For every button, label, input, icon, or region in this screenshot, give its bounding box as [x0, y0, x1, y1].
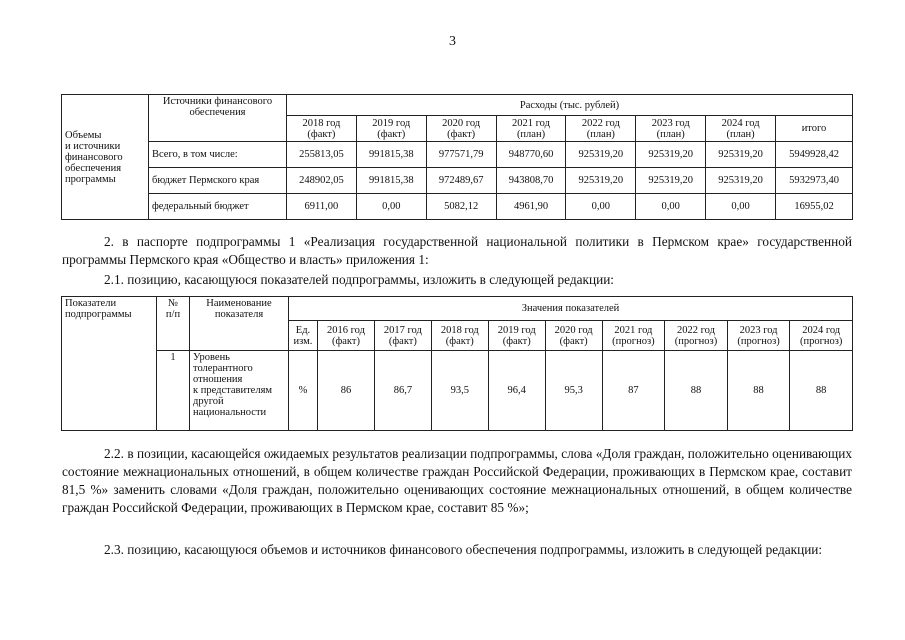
unit-header: Ед. изм. — [289, 321, 318, 351]
cell-value: 977571,79 — [426, 142, 496, 168]
finance-row-header: Объемы и источники финансового обеспечения программы — [62, 95, 149, 220]
cell-value: 0,00 — [706, 194, 776, 220]
num-header: № п/п — [157, 297, 190, 351]
indicators-table — [61, 296, 853, 431]
cell-value: 991815,38 — [356, 142, 426, 168]
indicator-name: Уровень толерантного отношения к представителям другой национальности — [190, 351, 289, 431]
year-header: 2018 год (факт) — [287, 116, 357, 142]
year-header: 2023 год (прогноз) — [727, 321, 790, 351]
paragraph-2-1 — [62, 271, 852, 289]
cell-value: 972489,67 — [426, 168, 496, 194]
cell-value: 88 — [790, 351, 853, 431]
indicators-header: Показатели подпрограммы — [62, 297, 157, 431]
paragraph-2-3 — [62, 541, 852, 559]
cell-value: 95,3 — [545, 351, 602, 431]
year-header: 2020 год (факт) — [426, 116, 496, 142]
cell-value: 925319,20 — [636, 142, 706, 168]
year-header: 2023 год (план) — [636, 116, 706, 142]
table-row — [62, 351, 853, 431]
paragraph-2-1-text: 2.1. позицию, касающуюся показателей подпрограммы, изложить в следующей редакции: — [104, 272, 615, 287]
expenses-header: Расходы (тыс. рублей) — [287, 95, 853, 116]
cell-value: 5949928,42 — [776, 142, 853, 168]
cell-value: 4961,90 — [496, 194, 566, 220]
cell-value: 925319,20 — [566, 168, 636, 194]
year-header: 2019 год (факт) — [488, 321, 545, 351]
finance-table — [61, 94, 853, 220]
cell-value: 87 — [602, 351, 665, 431]
indicator-unit: % — [289, 351, 318, 431]
name-header: Наименование показателя — [190, 297, 289, 351]
paragraph-2-2-text: 2.2. в позиции, касающейся ожидаемых результатов реализации подпрограммы, слова «Доля граждан, положительно оценивающих состояние межнациональных отношений, в общем количестве граждан Российской Федерации, проживающих в Пермском крае, составит 81,5 %» заменить словами «Доля граждан, положительно оценивающих состояние межнациональных отношений, в общем количестве граждан Российской Федерации, проживающих в Пермском крае, составит 85 %»; — [62, 446, 852, 515]
paragraph-2-2 — [62, 445, 852, 517]
cell-value: 0,00 — [566, 194, 636, 220]
year-header: 2020 год (факт) — [545, 321, 602, 351]
row-label: федеральный бюджет — [149, 194, 287, 220]
row-label: Всего, в том числе: — [149, 142, 287, 168]
cell-value: 925319,20 — [706, 142, 776, 168]
row-number: 1 — [157, 351, 190, 431]
paragraph-2-3-text: 2.3. позицию, касающуюся объемов и источников финансового обеспечения подпрограммы, изложить в следующей редакции: — [104, 542, 823, 557]
year-header: 2021 год (план) — [496, 116, 566, 142]
cell-value: 925319,20 — [706, 168, 776, 194]
cell-value: 93,5 — [431, 351, 488, 431]
year-header: 2024 год (план) — [706, 116, 776, 142]
cell-value: 0,00 — [356, 194, 426, 220]
year-header: 2024 год (прогноз) — [790, 321, 853, 351]
cell-value: 248902,05 — [287, 168, 357, 194]
cell-value: 5932973,40 — [776, 168, 853, 194]
cell-value: 991815,38 — [356, 168, 426, 194]
page-number: 3 — [449, 34, 456, 49]
year-header: 2018 год (факт) — [431, 321, 488, 351]
table-row — [62, 142, 853, 168]
paragraph-2 — [62, 233, 852, 269]
row-label: бюджет Пермского края — [149, 168, 287, 194]
source-header: Источники финансового обеспечения — [149, 95, 287, 142]
cell-value: 948770,60 — [496, 142, 566, 168]
cell-value: 86,7 — [374, 351, 431, 431]
cell-value: 5082,12 — [426, 194, 496, 220]
year-header: 2017 год (факт) — [374, 321, 431, 351]
cell-value: 255813,05 — [287, 142, 357, 168]
cell-value: 6911,00 — [287, 194, 357, 220]
year-header: 2022 год (прогноз) — [665, 321, 728, 351]
cell-value: 88 — [727, 351, 790, 431]
table-row — [62, 168, 853, 194]
cell-value: 86 — [318, 351, 375, 431]
cell-value: 0,00 — [636, 194, 706, 220]
cell-value: 88 — [665, 351, 728, 431]
year-header: 2016 год (факт) — [318, 321, 375, 351]
cell-value: 925319,20 — [636, 168, 706, 194]
values-header: Значения показателей — [289, 297, 853, 321]
table-row — [62, 194, 853, 220]
cell-value: 96,4 — [488, 351, 545, 431]
year-header: 2019 год (факт) — [356, 116, 426, 142]
cell-value: 16955,02 — [776, 194, 853, 220]
paragraph-2-text: 2. в паспорте подпрограммы 1 «Реализация государственной национальной политики в Пермском крае» государственной программы Пермского края «Общество и власть» приложения 1: — [62, 234, 852, 267]
year-header: 2022 год (план) — [566, 116, 636, 142]
total-header: итого — [776, 116, 853, 142]
cell-value: 925319,20 — [566, 142, 636, 168]
year-header: 2021 год (прогноз) — [602, 321, 665, 351]
cell-value: 943808,70 — [496, 168, 566, 194]
